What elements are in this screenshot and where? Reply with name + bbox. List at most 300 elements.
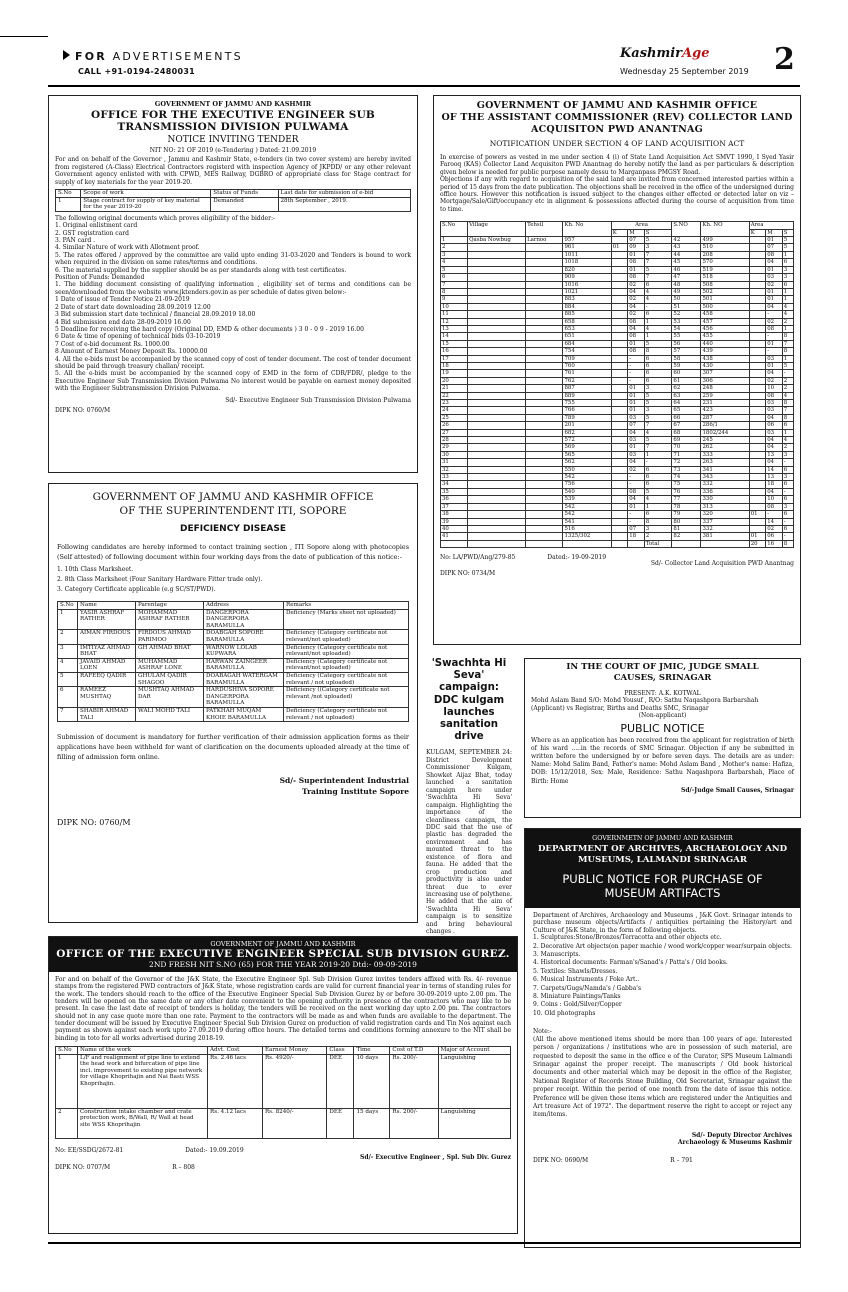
td: 03 [628, 414, 645, 421]
td: FIRDOUS AHMAD PARIMOO [136, 630, 204, 644]
td: 03 [766, 429, 783, 436]
table-row [441, 237, 794, 244]
td: 02 [766, 318, 783, 325]
td [468, 259, 526, 266]
td: 04 [628, 429, 645, 436]
top-rule [0, 36, 48, 37]
table-row [441, 325, 794, 332]
td: 01 [628, 340, 645, 347]
td: 766 [563, 407, 611, 414]
td [749, 488, 766, 495]
td: Qasba Nowbug [468, 237, 526, 244]
td: WALI MOHD TALI [136, 707, 204, 721]
td: - [782, 533, 793, 540]
ad5-dept: DEPARTMENT OF ARCHIVES, ARCHAEOLOGY AND MUSEUMS, LALMANDI SRINAGAR [537, 844, 788, 865]
td: 5 [441, 266, 468, 273]
td [468, 266, 526, 273]
td: 684 [563, 340, 611, 347]
td: 658 [563, 318, 611, 325]
td [749, 400, 766, 407]
td: 570 [701, 259, 749, 266]
td [468, 251, 526, 258]
td: 10 [766, 496, 783, 503]
td: Rs. 8240/- [262, 1108, 326, 1138]
td: 332 [701, 525, 749, 532]
td [749, 377, 766, 384]
td: 04 [766, 488, 783, 495]
ad6-no-text: No: EE/SSDG/2672-81 [55, 1146, 124, 1154]
td: 501 [701, 296, 749, 303]
ad3-sign: Sd/- Collector Land Acquisition PWD Anantnag [650, 559, 794, 567]
td: 01 [766, 362, 783, 369]
td [468, 481, 526, 488]
td: 03 [766, 407, 783, 414]
table-row [56, 1108, 511, 1138]
td: 81 [672, 525, 701, 532]
td: 02 [628, 466, 645, 473]
table-row [441, 251, 794, 258]
td: 02 [766, 525, 783, 532]
adv-banner [63, 50, 243, 63]
td: - [766, 348, 783, 355]
td [611, 340, 628, 347]
ad1-list [55, 222, 411, 392]
ad6-gov: GOVERNMENT OF JAMMU AND KASHMIR [210, 940, 356, 948]
td [749, 296, 766, 303]
td [526, 437, 563, 444]
td: 8 [782, 348, 793, 355]
td: DEE [327, 1054, 354, 1108]
td: 62 [672, 385, 701, 392]
td: 8 [782, 400, 793, 407]
td: 08 [628, 488, 645, 495]
td: 01 [749, 533, 766, 540]
th: S.No [56, 1047, 78, 1055]
td: 5 [644, 488, 672, 495]
list-item: 2. 8th Class Marksheet (Four Sanitary Hardware Fitter trade only). [57, 576, 263, 583]
td: 1 [58, 609, 78, 630]
td: Demanded [211, 197, 278, 211]
td: 508 [701, 281, 749, 288]
td: - [782, 518, 793, 525]
td [749, 481, 766, 488]
td: 01 [766, 288, 783, 295]
td: 438 [701, 355, 749, 362]
table-row [441, 444, 794, 451]
td: 307 [701, 370, 749, 377]
td: 4 [441, 259, 468, 266]
td: 1 [441, 237, 468, 244]
td [611, 266, 628, 273]
td [749, 451, 766, 458]
td: 6 [644, 377, 672, 384]
td [749, 340, 766, 347]
td: 8 [644, 518, 672, 525]
td [611, 437, 628, 444]
td: - [628, 377, 645, 384]
td: 4 [644, 325, 672, 332]
td: 47 [672, 274, 701, 281]
ad2-table [57, 601, 409, 722]
td: 08 [628, 274, 645, 281]
td: 5 [644, 392, 672, 399]
table-row [441, 274, 794, 281]
td [611, 237, 628, 244]
table-row [441, 259, 794, 266]
td [749, 496, 766, 503]
td [749, 281, 766, 288]
td: 01 [628, 392, 645, 399]
td: 439 [701, 348, 749, 355]
td: 320 [701, 511, 749, 518]
td: 5 [644, 437, 672, 444]
th: Time [354, 1047, 390, 1055]
footer-rule [48, 1242, 800, 1244]
td: 38 [441, 511, 468, 518]
td: 11 [441, 311, 468, 318]
td: 754 [563, 348, 611, 355]
td: 13 [766, 451, 783, 458]
td [611, 392, 628, 399]
td [749, 444, 766, 451]
td [526, 466, 563, 473]
td [526, 518, 563, 525]
td: Stage contract for supply of key material for the year 2019-20 [81, 197, 211, 211]
th: S [782, 229, 793, 236]
table-row [58, 658, 409, 672]
td [749, 244, 766, 251]
td: 40 [441, 525, 468, 532]
td [611, 451, 628, 458]
td: 28 [441, 437, 468, 444]
td [563, 540, 611, 547]
th: Last date for submission of e-bid [278, 190, 411, 198]
td [526, 259, 563, 266]
td: 8 [644, 348, 672, 355]
td: 341 [701, 466, 749, 473]
td [611, 259, 628, 266]
table-row [441, 503, 794, 510]
td [749, 525, 766, 532]
td [468, 385, 526, 392]
td: 08 [766, 251, 783, 258]
td: 26 [441, 422, 468, 429]
td: 1 [644, 333, 672, 340]
td: 500 [701, 303, 749, 310]
td [628, 540, 645, 547]
td: 08 [766, 392, 783, 399]
td: 79 [672, 511, 701, 518]
news-article [426, 658, 512, 936]
td: 8 [782, 414, 793, 421]
td [749, 237, 766, 244]
td [526, 474, 563, 481]
td: 542 [563, 511, 611, 518]
td: - [628, 474, 645, 481]
td: 04 [766, 459, 783, 466]
td: 1802/244 [701, 429, 749, 436]
td: 07 [628, 422, 645, 429]
th: K [611, 229, 628, 236]
td: 69 [672, 437, 701, 444]
td: MUSHTAQ AHMAD DAR [136, 687, 204, 708]
list-item: 9. Coins : Gold/Silver/Copper [533, 1001, 622, 1009]
td [611, 533, 628, 540]
td: 67 [672, 422, 701, 429]
ad6-sign: Sd/- Executive Engineer , Spl. Sub Div. Gurez [360, 1154, 511, 1162]
td [749, 518, 766, 525]
th: S.No [56, 190, 81, 198]
td [749, 422, 766, 429]
td: 336 [701, 488, 749, 495]
table-row [441, 355, 794, 362]
td [749, 407, 766, 414]
th: Parentage [136, 602, 204, 610]
table-row [58, 609, 409, 630]
th: Scope of work [81, 190, 211, 198]
td [468, 311, 526, 318]
td: 6 [644, 355, 672, 362]
td: 64 [672, 400, 701, 407]
table-row [441, 429, 794, 436]
table-row [441, 303, 794, 310]
td: 71 [672, 451, 701, 458]
td: 4 [644, 496, 672, 503]
td: 789 [563, 414, 611, 421]
td: - [766, 333, 783, 340]
td: 02 [628, 296, 645, 303]
ad4-parties: Mohd Aslam Band S/O: Mohd Yousuf , R/O: Sathu Naqashpora Barbarshah [531, 697, 759, 705]
td: 10 days [354, 1054, 390, 1108]
td: 337 [701, 518, 749, 525]
td: 755 [563, 400, 611, 407]
td: 01 [628, 400, 645, 407]
td [749, 370, 766, 377]
table-row [441, 525, 794, 532]
list-item: 5. All the e-bids must be accompanied by the scanned copy of EMD in the form of CDR/FDR/, pledge to the Executive Engineer Sub Transmission Division Pulwama No interest would be payable on earnest money deposited with the Engineer Subtransmission Division Pulwama. [55, 370, 411, 393]
ad2-gov: GOVERNMENT OF JAMMU AND KASHMIR OFFICE [92, 491, 374, 503]
list-item: 1. The bidding document consisting of qualifying information , eligibility set of terms and conditions can be seen/downloaded from the website www.jktenders.gov.in as per schedule of dates given below:- [55, 281, 411, 296]
td: 01 [766, 296, 783, 303]
td: 35 [441, 488, 468, 495]
th: Kh. NO [701, 222, 749, 237]
td: 313 [701, 503, 749, 510]
td: 41 [441, 533, 468, 540]
list-item: 2. GST registration card [55, 229, 129, 237]
ad-iti-sopore [48, 483, 418, 923]
td: 13 [441, 325, 468, 332]
td: 430 [701, 362, 749, 369]
ad6-r: R – 808 [172, 1163, 195, 1171]
table-row [441, 296, 794, 303]
td: 04 [628, 303, 645, 310]
td: 76 [672, 488, 701, 495]
list-item: 4 Bid submission end date 28-09-2019 16.00 [55, 318, 191, 326]
td [468, 525, 526, 532]
table-row [441, 400, 794, 407]
td: 8 [782, 333, 793, 340]
th: Name [78, 602, 136, 610]
td [749, 318, 766, 325]
td: 2 [644, 533, 672, 540]
table-row [441, 362, 794, 369]
ad5-dipk: DIPK NO: 0690/M [533, 1156, 589, 1164]
td: 19 [441, 370, 468, 377]
list-item: 6 Date & time of opening of technical bids 03-10-2019 [55, 333, 221, 341]
list-item: 1. Original enlistment card [55, 222, 138, 230]
td: 565 [563, 451, 611, 458]
td: 2 [782, 385, 793, 392]
td: 7 [782, 340, 793, 347]
td: 2 [441, 244, 468, 251]
td: DANGERPORA DANGERPORA BARAMULLA [204, 609, 284, 630]
td: 440 [701, 340, 749, 347]
ad1-notice: NOTICE INVITING TENDER [167, 135, 299, 145]
td [468, 533, 526, 540]
td: 8 [782, 540, 793, 547]
td [468, 355, 526, 362]
td: 27 [441, 429, 468, 436]
td [468, 318, 526, 325]
td: 01 [628, 266, 645, 273]
td: 245 [701, 437, 749, 444]
td [749, 459, 766, 466]
page-number: 2 [774, 42, 795, 77]
td: 48 [672, 281, 701, 288]
td [611, 422, 628, 429]
table-row [441, 333, 794, 340]
td: 03 [766, 274, 783, 281]
td [468, 503, 526, 510]
td [526, 525, 563, 532]
ad6-nit: 2ND FRESH NIT S.NO (65) FOR THE YEAR 2019-20 Dtd:- 09-09-2019 [149, 960, 417, 969]
td: - [628, 362, 645, 369]
td: 77 [672, 496, 701, 503]
th: Remarks [284, 602, 409, 610]
td [749, 333, 766, 340]
td: 4 [644, 288, 672, 295]
td: 39 [441, 518, 468, 525]
list-item: 8. Miniature Paintings/Tanks [533, 993, 621, 1001]
table-row [58, 672, 409, 686]
td: 01 [628, 251, 645, 258]
ad1-intro: For and on behalf of the Governor , Jammu and Kashmir State, e-tenders (in two cover system) are hereby invited from registered (A-Class) Electrical Contractors registerd with inspection Agency of JKPDD/ or any other relevant Government agency enlisted with with CPWD, MES Railway, DGBRO of appropriate class for Stage contract for supply of key materials for the year 2019-20. [55, 156, 411, 186]
td: 04 [766, 259, 783, 266]
td [611, 385, 628, 392]
td: L/F and realignment of pipe line to extend the head work and bifurcation of pipe line incl. improvement to existing pipe network for village Khoprihajin and Nai Basti WSS Khoprihajin. [78, 1054, 208, 1108]
td: 18 [628, 533, 645, 540]
td: Deficiency (Marks sheet not uploaded) [284, 609, 409, 630]
td: Deficiency ((Category certificate not relevant /not uploaded) [284, 687, 409, 708]
td [749, 355, 766, 362]
td: 343 [701, 474, 749, 481]
td [468, 407, 526, 414]
td: 4 [782, 303, 793, 310]
td [749, 288, 766, 295]
td [611, 488, 628, 495]
list-item: 10. Old photographs [533, 1009, 596, 1017]
ad5-note: Note:- [533, 1028, 552, 1036]
td [749, 303, 766, 310]
td: MOHAMMAD ASHRAF RATHER [136, 609, 204, 630]
td: 651 [563, 333, 611, 340]
ad5-list [533, 934, 792, 1018]
td: - [766, 511, 783, 518]
td: 6 [644, 466, 672, 473]
td: 21 [441, 385, 468, 392]
td: 02 [628, 311, 645, 318]
td: 6 [782, 481, 793, 488]
td: 04 [628, 496, 645, 503]
td: 20 [749, 540, 766, 547]
td: Larnoo [526, 237, 563, 244]
td [526, 496, 563, 503]
td: GH AHMAD BHAT [136, 644, 204, 658]
ad6-header [49, 937, 517, 972]
td: 2 [58, 630, 78, 644]
td: 50 [672, 296, 701, 303]
ad3-office: OF THE ASSISTANT COMMISSIONER (REV) COLLECTOR LAND ACQUISITON PWD ANANTNAG [441, 112, 793, 135]
td: 7 [644, 251, 672, 258]
td: 541 [563, 518, 611, 525]
td: 1 [644, 451, 672, 458]
ad1-table [55, 189, 411, 212]
list-item: 2 Date of start date downloading 28.09.2019 12.00 [55, 303, 211, 311]
td [611, 518, 628, 525]
td [611, 511, 628, 518]
ad-museum-artifacts [524, 828, 801, 1248]
td: 6 [782, 281, 793, 288]
td: AIMAN FIRDOUS [78, 630, 136, 644]
list-item: 1. 10th Class Marksheet. [57, 566, 134, 573]
table-row [441, 459, 794, 466]
td: 201 [563, 422, 611, 429]
ad4-body: Where as an application has been received from the applicant for registration of birth of his ward .....in the records of SMC Srinagar. Objection if any be submitted in written before the undersigned by or before seven days. The details are as under: Name: Mohd Salim Band, Father's name: Mohd Aslam Band , Mother's name: Hafiza, DOB: 15/12/2018, Sex: Male, Residence: Sathu Naqashpora Barbarshah, Place of Birth: Home [531, 736, 794, 785]
td [526, 488, 563, 495]
td: Deficiency (Category certificate not relevant/not uploaded) [284, 644, 409, 658]
th: K [749, 229, 766, 236]
td: Languishing [438, 1054, 510, 1108]
td: - [644, 459, 672, 466]
table-row [441, 511, 794, 518]
td: DOABGAH SOPORE BARAMULLA [204, 630, 284, 644]
td [468, 348, 526, 355]
td: 13 [766, 474, 783, 481]
td: 1 [56, 197, 81, 211]
td: 16 [766, 540, 783, 547]
td [468, 540, 526, 547]
table-row [441, 281, 794, 288]
table-row [441, 414, 794, 421]
td: 456 [701, 325, 749, 332]
td [749, 503, 766, 510]
td: 1 [782, 325, 793, 332]
th: S [644, 229, 672, 236]
td [749, 437, 766, 444]
td: 01 [749, 511, 766, 518]
td: Deficiency (Category certificate not relevant / not uploaded) [284, 672, 409, 686]
td: RAFEEQ QADIR [78, 672, 136, 686]
td [526, 429, 563, 436]
ad6-no [55, 1147, 511, 1154]
td: 762 [563, 377, 611, 384]
td: 709 [563, 355, 611, 362]
td [468, 274, 526, 281]
td [526, 392, 563, 399]
td [468, 437, 526, 444]
list-item: 4. Similar Nature of work with Allotment proof. [55, 244, 200, 252]
th: M [628, 229, 645, 236]
